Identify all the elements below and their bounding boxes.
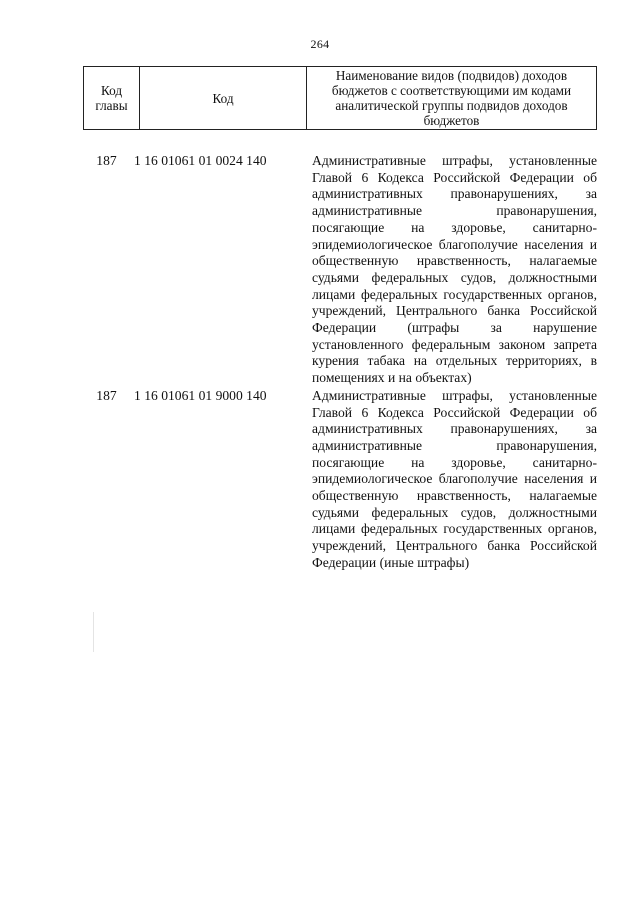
table-body bbox=[83, 153, 597, 572]
row-name: Административные штрафы, установленные Главой 6 Кодекса Российской Федерации об административных правонарушениях, за административные правонарушения, посягающие на здоровье, санитарно-эпидемиологическое благополучие населения и общественную нравственность, налагаемые судьями федеральных судов, должностными лицами федеральных государственных органов, учреждений, Центрального банка Российской Федерации (штрафы за нарушение установленного федеральным законом запрета курения табака на отдельных территориях, в помещениях и на объектах) bbox=[312, 153, 597, 386]
row-name: Административные штрафы, установленные Главой 6 Кодекса Российской Федерации об административных правонарушениях, за административные правонарушения, посягающие на здоровье, санитарно-эпидемиологическое благополучие населения и общественную нравственность, налагаемые судьями федеральных судов, должностными лицами федеральных государственных органов, учреждений, Центрального банка Российской Федерации (иные штрафы) bbox=[312, 387, 597, 570]
table-row bbox=[83, 153, 597, 387]
header-name: Наименование видов (подвидов) доходов бюджетов с соответствующими им кодами аналитической группы подвидов доходов бюджетов bbox=[307, 67, 597, 130]
header-code: Код bbox=[140, 67, 307, 130]
scan-artifact bbox=[93, 612, 94, 652]
row-chapter-code: 187 bbox=[96, 153, 117, 168]
row-chapter-code: 187 bbox=[96, 387, 117, 403]
page-number: 264 bbox=[310, 37, 330, 51]
table-header bbox=[83, 66, 597, 130]
header-code-chapter: Код главы bbox=[84, 67, 140, 130]
row-code: 1 16 01061 01 0024 140 bbox=[134, 153, 267, 168]
table-row bbox=[83, 388, 597, 572]
row-code: 1 16 01061 01 9000 140 bbox=[134, 387, 267, 403]
